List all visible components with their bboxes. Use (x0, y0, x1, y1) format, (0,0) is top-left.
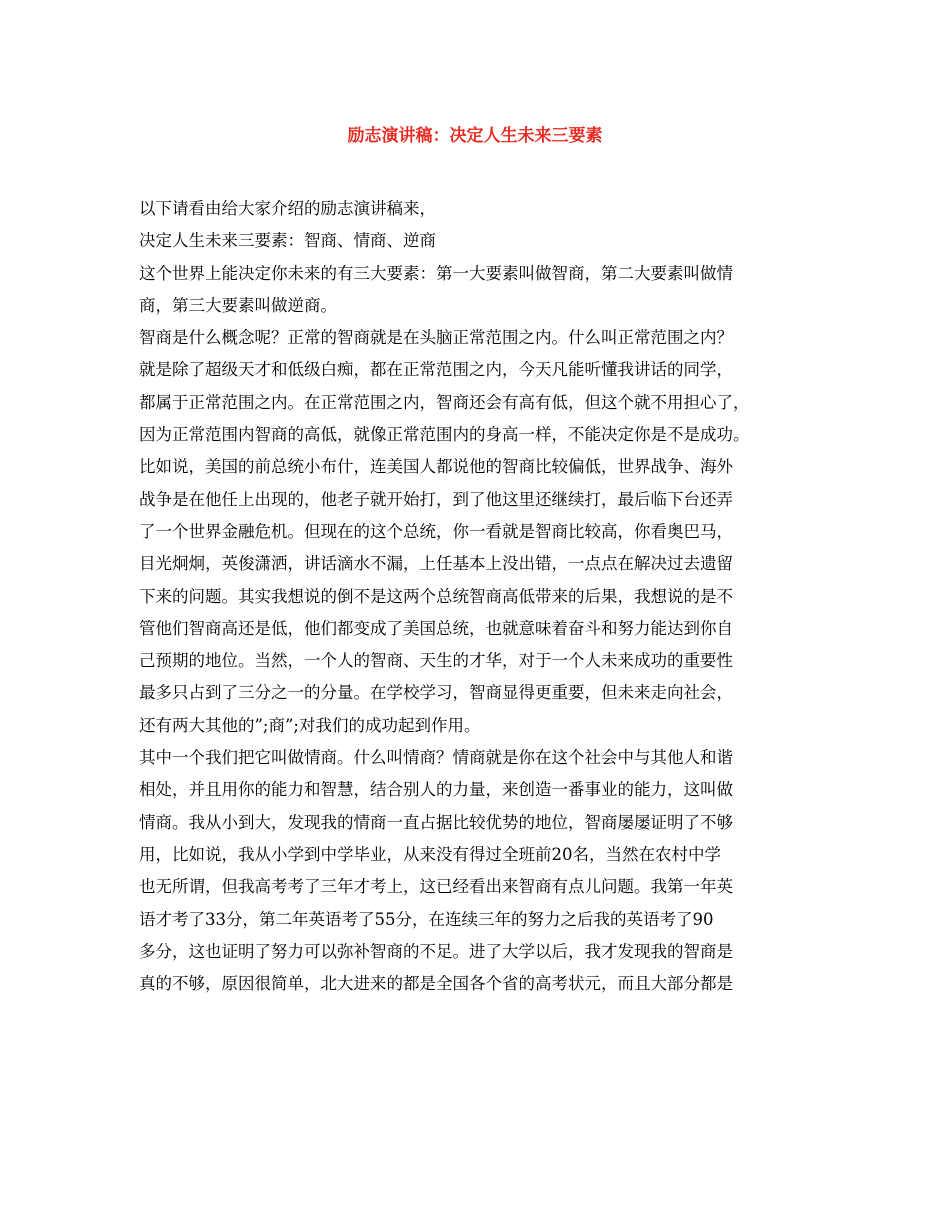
text-line: 智商是什么概念呢？正常的智商就是在头脑正常范围之内。什么叫正常范围之内？ (139, 328, 733, 348)
text-line: 也无所谓，但我高考考了三年才考上，这已经看出来智商有点儿问题。我第一年英 (139, 877, 733, 897)
text-line: 商，第三大要素叫做逆商。 (139, 295, 337, 315)
text-line: 语才考了33分，第二年英语考了55分，在连续三年的努力之后我的英语考了90 (139, 909, 714, 929)
text-line: 这个世界上能决定你未来的有三大要素：第一大要素叫做智商，第二大要素叫做情 (139, 263, 733, 283)
text-line: 情商。我从小到大，发现我的情商一直占据比较优势的地位，智商屡屡证明了不够 (139, 812, 733, 832)
text-line: 相处，并且用你的能力和智慧，结合别人的力量，来创造一番事业的能力，这叫做 (139, 780, 733, 800)
text-line: 就是除了超级天才和低级白痴，都在正常范围之内，今天凡能听懂我讲话的同学， (139, 360, 733, 380)
text-line: 真的不够，原因很简单，北大进来的都是全国各个省的高考状元，而且大部分都是 (139, 974, 733, 994)
text-line: 比如说，美国的前总统小布什，连美国人都说他的智商比较偏低，世界战争、海外 (139, 457, 733, 477)
text-line: 都属于正常范围之内。在正常范围之内，智商还会有高有低，但这个就不用担心了， (139, 392, 750, 412)
text-line: 下来的问题。其实我想说的倒不是这两个总统智商高低带来的后果，我想说的是不 (139, 586, 733, 606)
text-line: 管他们智商高还是低，他们都变成了美国总统，也就意味着奋斗和努力能达到你自 (139, 618, 733, 638)
text-line: 决定人生未来三要素：智商、情商、逆商 (139, 231, 436, 251)
text-line: 最多只占到了三分之一的分量。在学校学习，智商显得更重要，但未来走向社会， (139, 683, 733, 703)
text-line: 用，比如说，我从小学到中学毕业，从来没有得过全班前20名，当然在农村中学 (139, 844, 721, 864)
text-line: 了一个世界金融危机。但现在的这个总统，你一看就是智商比较高，你看奥巴马， (139, 521, 733, 541)
text-line: 战争是在他任上出现的，他老子就开始打，到了他这里还继续打，最后临下台还弄 (139, 489, 733, 509)
document-body (139, 193, 829, 1000)
document-title: 励志演讲稿：决定人生未来三要素 (347, 126, 603, 146)
text-line: 因为正常范围内智商的高低，就像正常范围内的身高一样，不能决定你是不是成功。 (139, 425, 750, 445)
text-line: 其中一个我们把它叫做情商。什么叫情商？情商就是你在这个社会中与其他人和谐 (139, 748, 733, 768)
text-line: 目光炯炯，英俊潇洒，讲话滴水不漏，上任基本上没出错，一点点在解决过去遗留 (139, 554, 733, 574)
text-line: 还有两大其他的”;商”;对我们的成功起到作用。 (139, 715, 481, 735)
text-line: 多分，这也证明了努力可以弥补智商的不足。进了大学以后，我才发现我的智商是 (139, 941, 733, 961)
text-line: 己预期的地位。当然，一个人的智商、天生的才华，对于一个人未来成功的重要性 (139, 651, 733, 671)
text-line: 以下请看由给大家介绍的励志演讲稿来， (139, 199, 436, 218)
